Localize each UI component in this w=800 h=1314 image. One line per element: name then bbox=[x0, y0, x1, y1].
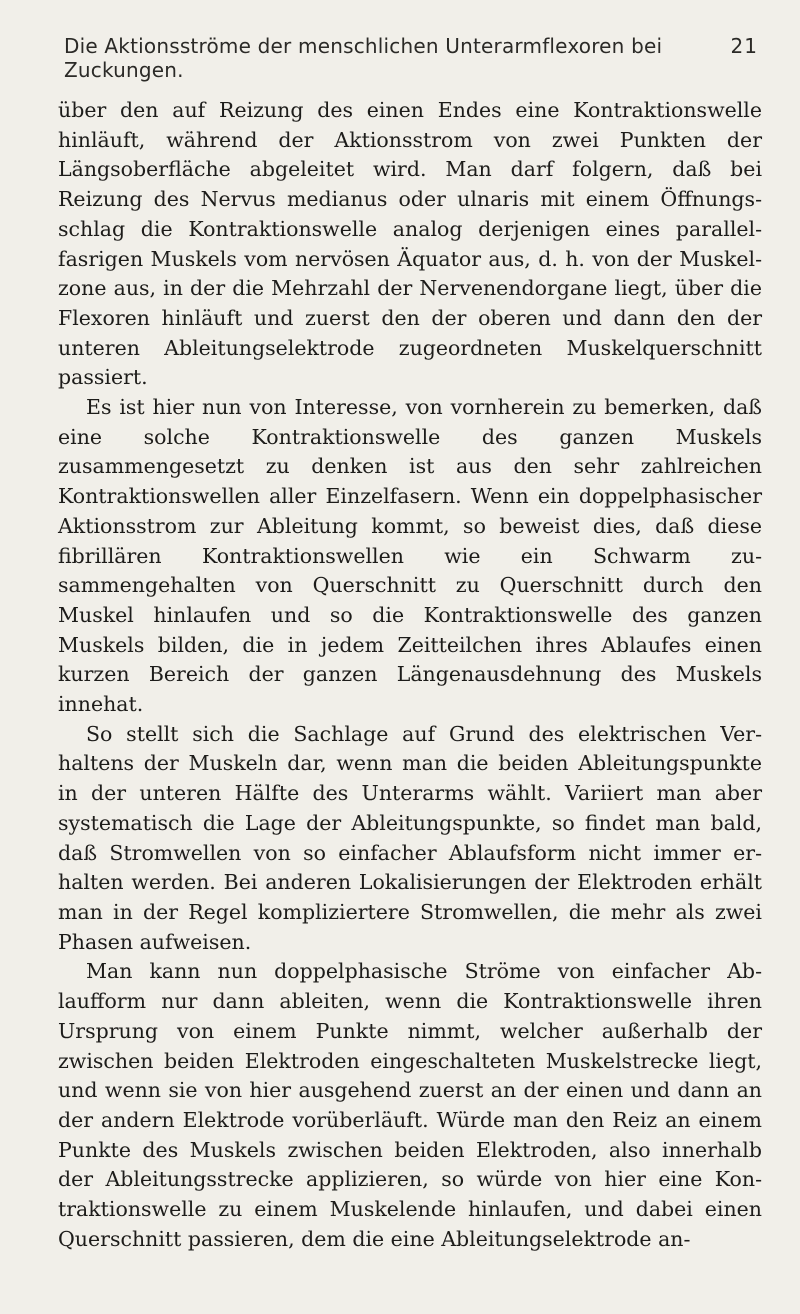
paragraph-2: Es ist hier nun von Interesse, von vornherein zu bemerken, daß eine solche Kontraktionswelle des ganzen Muskels zusammengesetzt zu denken ist aus den sehr zahlreichen Kontraktionswellen aller Einzelfasern. Wenn ein doppelphasischer Aktionsstrom zur Ableitung kommt, so beweist dies, daß diese fibrillären Kontraktionswellen wie ein Schwarm zusammengehalten von Querschnitt zu Querschnitt durch den Muskel hinlaufen und so die Kontraktionswelle des ganzen Muskels bilden, die in jedem Zeitteilchen ihres Ablaufes einen kurzen Bereich der ganzen Längenausdehnung des Muskels innehat. bbox=[58, 395, 762, 717]
running-title: Die Aktionsströme der menschlichen Unterarmflexoren bei Zuckungen. bbox=[64, 34, 663, 82]
page-number: 21 bbox=[730, 34, 758, 58]
running-header bbox=[40, 34, 762, 82]
paragraph-1: über den auf Reizung des einen Endes eine Kontraktionswelle hinläuft, während der Aktionsstrom von zwei Punkten der Längsoberfläche abgeleitet wird. Man darf folgern, daß bei Reizung des Nervus medianus oder ulnaris mit einem Öffnungsschlag die Kontraktionswelle analog derjenigen eines parallel-fasrigen Muskels vom nervösen Äquator aus, d. h. von der Muskelzone aus, in der die Mehrzahl der Nervenendorgane liegt, über die Flexoren hinläuft und zuerst den der oberen und dann den der unteren Ableitungselektrode zugeordneten Muskelquerschnitt passiert. bbox=[58, 98, 762, 390]
body-text bbox=[40, 96, 762, 1254]
paragraph-3: So stellt sich die Sachlage auf Grund des elektrischen Verhaltens der Muskeln dar, wenn man die beiden Ableitungspunkte in der unteren Hälfte des Unterarms wählt. Variiert man aber systematisch die Lage der Ableitungspunkte, so findet man bald, daß Stromwellen von so einfacher Ablaufsform nicht immer erhalten werden. Bei anderen Lokalisierungen der Elektroden erhält man in der Regel kompliziertere Stromwellen, die mehr als zwei Phasen aufweisen. bbox=[58, 721, 762, 954]
paragraph-4: Man kann nun doppelphasische Ströme von einfacher Ablaufform nur dann ableiten, wenn die Kontraktionswelle ihren Ursprung von einem Punkte nimmt, welcher außerhalb der zwischen beiden Elektroden eingeschalteten Muskelstrecke liegt, und wenn sie von hier ausgehend zuerst an der einen und dann an der andern Elektrode vorüberläuft. Würde man den Reiz an einem Punkte des Muskels zwischen beiden Elektroden, also innerhalb der Ableitungsstrecke applizieren, so würde von hier eine Kontraktionswelle zu einem Muskelende hinlaufen, und dabei einen Querschnitt passieren, dem die eine Ableitungselektrode an- bbox=[58, 959, 762, 1251]
